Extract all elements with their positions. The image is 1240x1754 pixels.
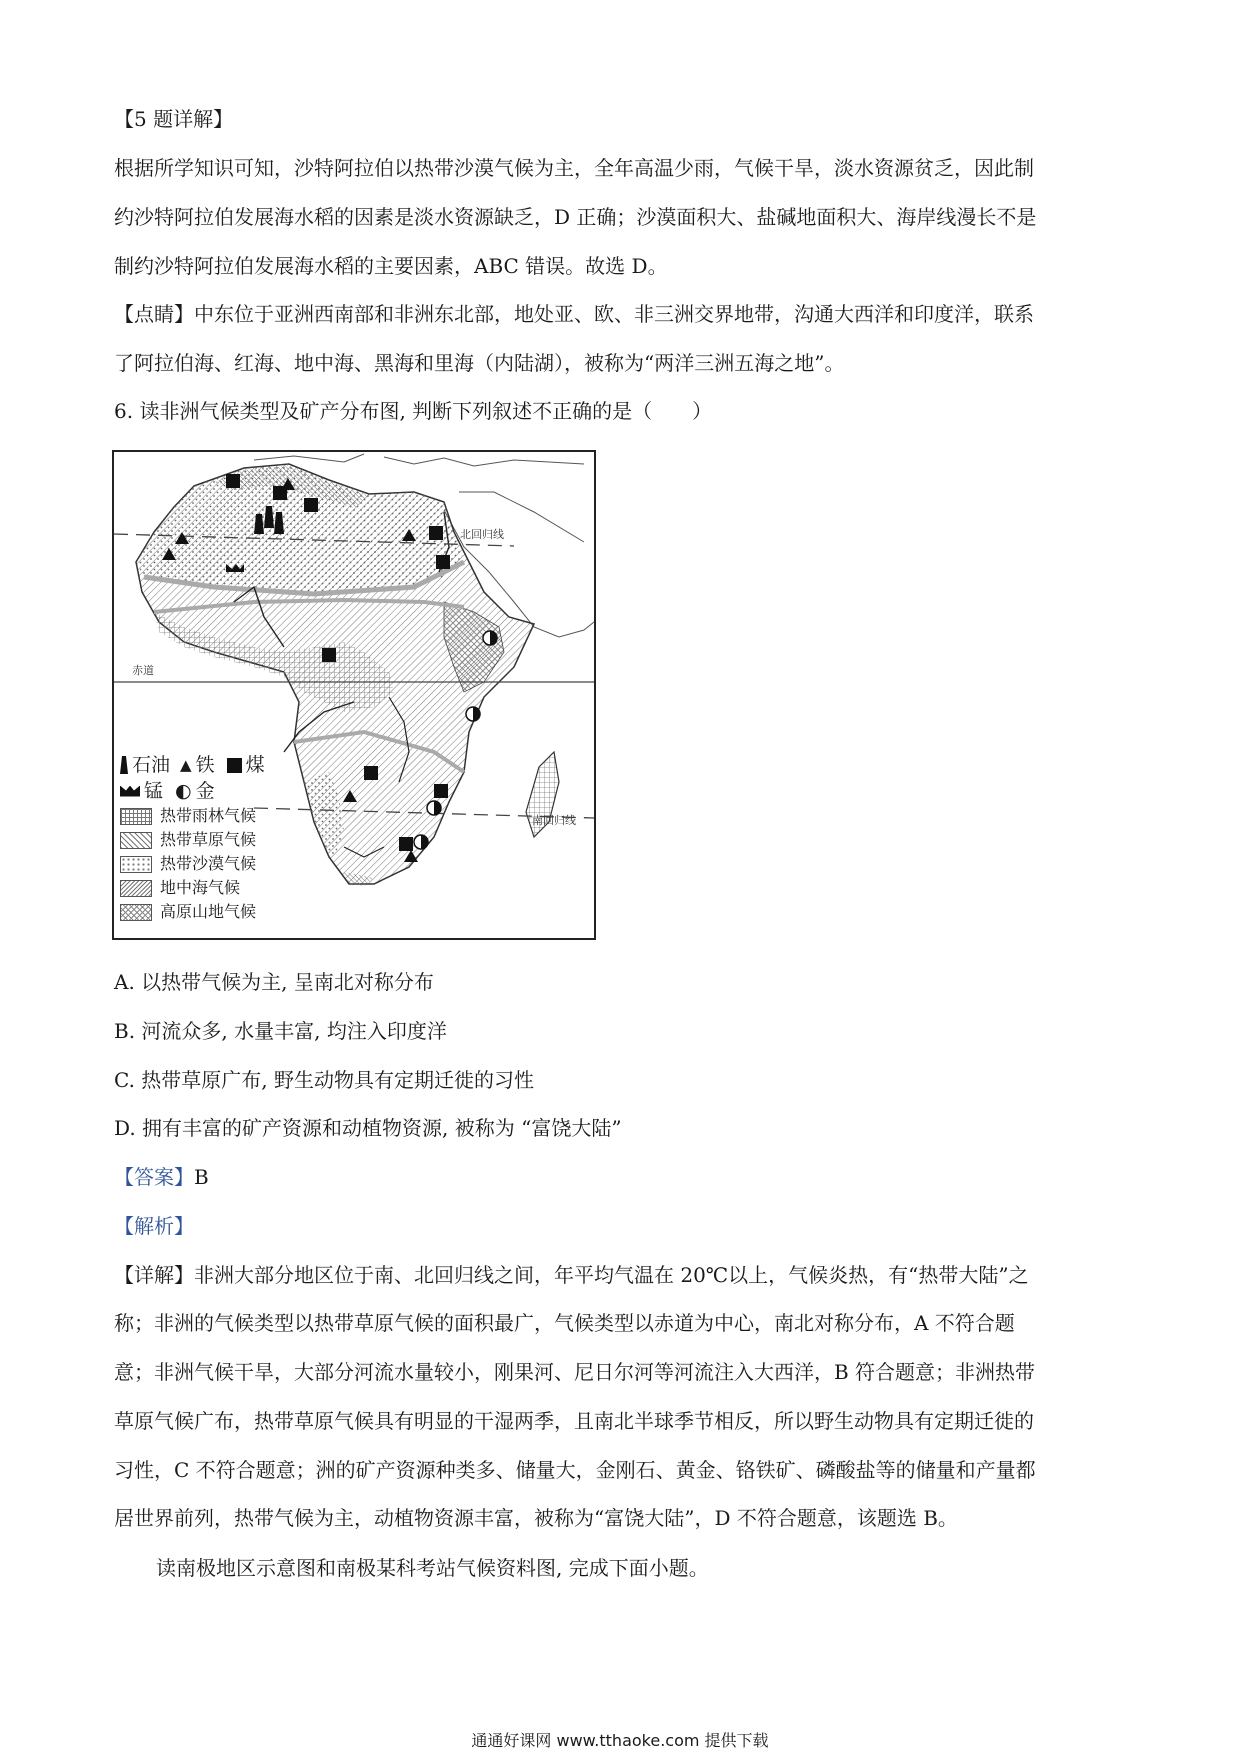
q6-stem: 6. 读非洲气候类型及矿产分布图, 判断下列叙述不正确的是（ ） — [114, 399, 713, 423]
q6-detail-line-6: 居世界前列，热带气候为主，动植物资源丰富，被称为“富饶大陆”，D 不符合题意，该题选 B。 — [114, 1506, 958, 1530]
q5-tip-line-2: 了阿拉伯海、红海、地中海、黑海和里海（内陆湖），被称为“两洋三洲五海之地”。 — [114, 351, 845, 375]
tropic-north-label: 北回归线 — [460, 528, 504, 541]
q6-detail-line-1: 【详解】非洲大部分地区位于南、北回归线之间，年平均气温在 20℃以上，气候炎热，有“热带大陆”之 — [114, 1263, 1029, 1287]
q6-detail-line-2: 称；非洲的气候类型以热带草原气候的面积最广，气候类型以赤道为中心，南北对称分布，A 不符合题 — [114, 1311, 1015, 1335]
legend-minerals-row-2 — [120, 778, 265, 804]
africa-climate-mineral-map — [112, 450, 596, 940]
legend-coal-label: 煤 — [245, 754, 265, 776]
map-legend — [120, 752, 265, 924]
legend-rainforest-label: 热带雨林气候 — [160, 806, 257, 825]
q6-analysis-label: 【解析】 — [114, 1214, 194, 1238]
q6-option-b: B. 河流众多, 水量丰富, 均注入印度洋 — [114, 1019, 447, 1043]
manganese-icon — [120, 786, 140, 797]
desert-swatch-icon — [120, 856, 152, 873]
plateau-swatch-icon — [120, 904, 152, 921]
legend-oil-label: 石油 — [132, 754, 171, 776]
answer-value: B — [194, 1165, 209, 1189]
legend-iron-label: 铁 — [195, 754, 215, 776]
legend-minerals-row-1 — [120, 752, 265, 778]
q5-heading: 【5 题详解】 — [114, 107, 234, 131]
legend-mediterranean-label: 地中海气候 — [160, 878, 241, 897]
q6-detail-line-4: 草原气候广布，热带草原气候具有明显的干湿两季，且南北半球季节相反，所以野生动物具有定期迁徙的 — [114, 1409, 1034, 1433]
q6-option-d: D. 拥有丰富的矿产资源和动植物资源, 被称为 “富饶大陆” — [114, 1116, 622, 1140]
q5-tip-line-1: 【点睛】中东位于亚洲西南部和非洲东北部，地处亚、欧、非三洲交界地带，沟通大西洋和印度洋，联系 — [114, 302, 1034, 326]
answer-label: 【答案】 — [114, 1165, 194, 1189]
q6-option-a: A. 以热带气候为主, 呈南北对称分布 — [114, 970, 434, 994]
legend-savanna-label: 热带草原气候 — [160, 830, 257, 849]
legend-mediterranean — [120, 876, 265, 900]
legend-desert-label: 热带沙漠气候 — [160, 854, 257, 873]
q5-line-1: 根据所学知识可知，沙特阿拉伯以热带沙漠气候为主，全年高温少雨，气候干旱，淡水资源贫乏，因此制 — [114, 156, 1034, 180]
legend-rainforest — [120, 804, 265, 828]
q6-option-c: C. 热带草原广布, 野生动物具有定期迁徙的习性 — [114, 1068, 535, 1092]
mediterranean-swatch-icon — [120, 880, 152, 897]
q5-line-2: 约沙特阿拉伯发展海水稻的因素是淡水资源缺乏，D 正确；沙漠面积大、盐碱地面积大、海岸线漫长不是 — [114, 205, 1037, 229]
coal-icon — [227, 758, 242, 773]
q5-line-3: 制约沙特阿拉伯发展海水稻的主要因素，ABC 错误。故选 D。 — [114, 254, 668, 278]
q6-answer — [114, 1163, 209, 1191]
legend-manganese-label: 锰 — [144, 780, 164, 802]
oil-icon — [120, 756, 128, 774]
page-footer: 通通好课网 www.tthaoke.com 提供下载 — [471, 1731, 769, 1750]
gold-icon: ◐ — [175, 780, 192, 802]
legend-desert — [120, 852, 265, 876]
q6-detail-line-3: 意；非洲气候干旱，大部分河流水量较小，刚果河、尼日尔河等河流注入大西洋，B 符合题意；非洲热带 — [114, 1360, 1036, 1384]
tropic-south-label: 南回归线 — [532, 814, 576, 827]
legend-gold-label: 金 — [195, 780, 215, 802]
iron-icon: ▲ — [180, 756, 192, 774]
savanna-swatch-icon — [120, 832, 152, 849]
next-question-intro: 读南极地区示意图和南极某科考站气候资料图, 完成下面小题。 — [156, 1556, 709, 1580]
q6-detail-line-5: 习性，C 不符合题意；洲的矿产资源种类多、储量大，金刚石、黄金、铬铁矿、磷酸盐等的储量和产量都 — [114, 1458, 1036, 1482]
legend-plateau — [120, 900, 265, 924]
rainforest-swatch-icon — [120, 808, 152, 825]
legend-plateau-label: 高原山地气候 — [160, 902, 257, 921]
equator-label: 赤道 — [132, 664, 154, 677]
legend-savanna — [120, 828, 265, 852]
